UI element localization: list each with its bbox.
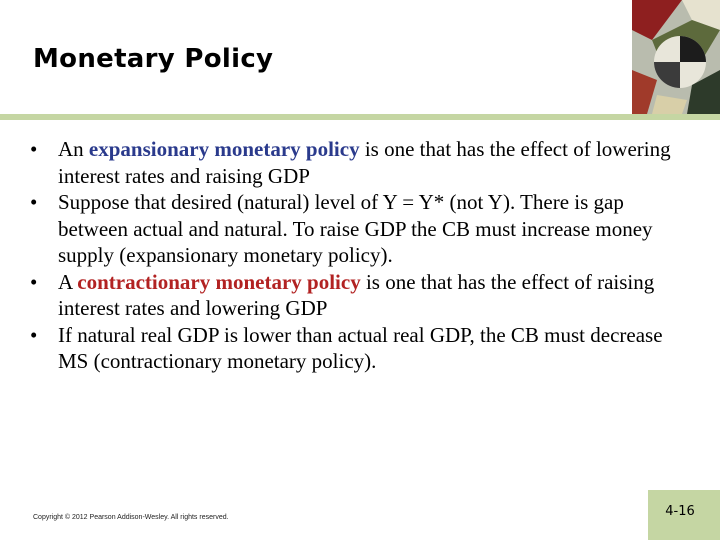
bullet-text-before: A: [58, 269, 78, 294]
copyright-notice: Copyright © 2012 Pearson Addison-Wesley. All rights reserved.: [33, 514, 229, 521]
title-divider: [0, 114, 720, 120]
bullet-text-after: is one that has the effect of lowering interest rates and raising GDP: [58, 137, 671, 188]
bullet-dot: •: [30, 322, 38, 347]
bullet-text-before: An: [58, 137, 89, 161]
bullet-dot: •: [30, 190, 38, 214]
bullet-item: [30, 189, 680, 269]
bullet-text: Suppose that desired (natural) level of Y = Y* (not Y). There is gap between actual and natural. To raise GDP the CB must increase money supply (expansionary monetary policy).: [58, 190, 653, 267]
bullet-item: [30, 136, 680, 189]
page-number: 4-16: [665, 504, 695, 519]
highlight-term: contractionary monetary policy: [77, 269, 361, 294]
bullet-dot: •: [30, 269, 38, 294]
bullet-item: [30, 269, 680, 322]
bullet-item: [30, 322, 680, 375]
slide-title: Monetary Policy: [33, 44, 274, 74]
decorative-abstract-art: [632, 0, 720, 114]
page-number-box: [648, 490, 720, 540]
bullet-list: [30, 136, 680, 375]
bullet-dot: •: [30, 137, 38, 161]
highlight-term: expansionary monetary policy: [88, 137, 360, 161]
bullet-text-after: is one that has the effect of raising interest rates and lowering GDP: [58, 269, 655, 320]
bullet-text: If natural real GDP is lower than actual real GDP, the CB must decrease MS (contractionary monetary policy).: [58, 322, 663, 373]
